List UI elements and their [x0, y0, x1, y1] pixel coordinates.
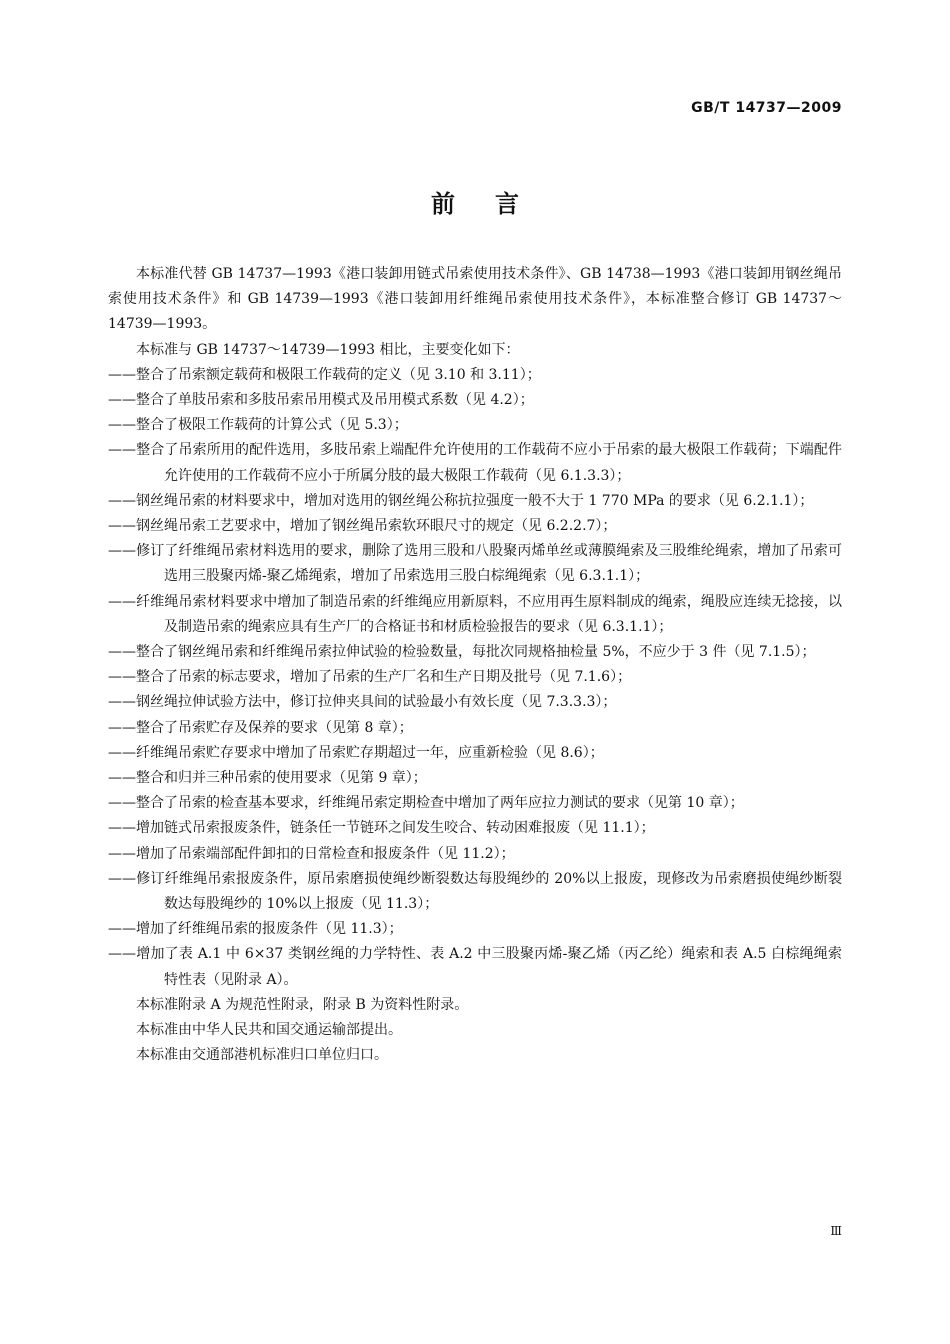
page-title: 前言 — [431, 189, 559, 218]
change-item: ——纤维绳吊索材料要求中增加了制造吊索的纤维绳应用新原料，不应用再生原料制成的绳索，绳股应连续无捻接，以及制造吊索的绳索应具有生产厂的合格证书和材质检验报告的要求（见 6.3.1.1）； — [108, 593, 842, 635]
change-item: ——钢丝绳拉伸试验方法中，修订拉伸夹具间的试验最小有效长度（见 7.3.3.3）； — [108, 694, 617, 711]
intro-paragraph: 本标准与 GB 14737～14739—1993 相比，主要变化如下： — [136, 341, 520, 358]
change-item: ——钢丝绳吊索工艺要求中，增加了钢丝绳吊索软环眼尺寸的规定（见 6.2.2.7）； — [108, 518, 617, 535]
change-item: ——整合了单肢吊索和多肢吊索吊用模式及吊用模式系数（见 4.2）； — [108, 392, 534, 409]
page-number: Ⅲ — [830, 1224, 842, 1238]
change-item: ——钢丝绳吊索的材料要求中，增加对选用的钢丝绳公称抗拉强度一般不大于 1 770 MPa 的要求（见 6.2.1.1）； — [108, 492, 814, 509]
change-item: ——增加链式吊索报废条件，链条任一节链环之间发生咬合、转动困难报废（见 11.1）； — [108, 820, 655, 837]
closing-paragraph: 本标准由中华人民共和国交通运输部提出。 — [136, 1022, 402, 1039]
change-item: ——修订纤维绳吊索报废条件，原吊索磨损使绳纱断裂数达每股绳纱的 20%以上报废，现修改为吊索磨损使绳纱断裂数达每股绳纱的 10%以上报废（见 11.3）； — [108, 870, 842, 913]
change-item: ——纤维绳吊索贮存要求中增加了吊索贮存期超过一年，应重新检验（见 8.6）； — [108, 744, 604, 761]
change-item: ——整合了吊索所用的配件选用，多肢吊索上端配件允许使用的工作载荷不应小于吊索的最大极限工作载荷；下端配件允许使用的工作载荷不应小于所属分肢的最大极限工作载荷（见 6.1.3.3）； — [108, 442, 842, 484]
change-item: ——增加了吊索端部配件卸扣的日常检查和报废条件（见 11.2）； — [108, 845, 515, 862]
change-item: ——增加了表 A.1 中 6×37 类钢丝绳的力学特性、表 A.2 中三股聚丙烯-聚乙烯（丙乙纶）绳索和表 A.5 白棕绳绳索特性表（见附录 A）。 — [108, 946, 842, 988]
standard-code: GB/T 14737—2009 — [691, 100, 842, 116]
change-item: ——整合了极限工作载荷的计算公式（见 5.3）； — [108, 417, 408, 434]
change-item: ——整合了钢丝绳吊索和纤维绳吊索拉伸试验的检验数量，每批次同规格抽检量 5%，不应少于 3 件（见 7.1.5）； — [108, 644, 816, 661]
change-item: ——整合了吊索额定载荷和极限工作载荷的定义（见 3.10 和 3.11）； — [108, 366, 541, 383]
change-item: ——整合了吊索的检查基本要求，纤维绳吊索定期检查中增加了两年应拉力测试的要求（见第 10 章）； — [108, 795, 744, 812]
change-item: ——增加了纤维绳吊索的报废条件（见 11.3）； — [108, 921, 403, 938]
change-item: ——整合了吊索贮存及保养的要求（见第 8 章）； — [108, 719, 413, 736]
intro-paragraph: 本标准代替 GB 14737—1993《港口装卸用链式吊索使用技术条件》、GB 14738—1993《港口装卸用钢丝绳吊索使用技术条件》和 GB 14739—1993《港口装卸用纤维绳吊索使用技术条件》，本标准整合修订 GB 14737～14739—1993。 — [108, 266, 842, 333]
closing-paragraph: 本标准附录 A 为规范性附录，附录 B 为资料性附录。 — [136, 996, 469, 1013]
change-item: ——整合了吊索的标志要求，增加了吊索的生产厂名和生产日期及批号（见 7.1.6）； — [108, 669, 632, 686]
change-item: ——修订了纤维绳吊索材料选用的要求，删除了选用三股和八股聚丙烯单丝或薄膜绳索及三股维纶绳索，增加了吊索可选用三股聚丙烯-聚乙烯绳索，增加了吊索选用三股白棕绳绳索（见 6.3.1.1）； — [108, 543, 842, 585]
change-item: ——整合和归并三种吊索的使用要求（见第 9 章）； — [108, 770, 427, 787]
foreword-body — [108, 262, 842, 1069]
closing-paragraph: 本标准由交通部港机标准归口单位归口。 — [136, 1047, 388, 1064]
